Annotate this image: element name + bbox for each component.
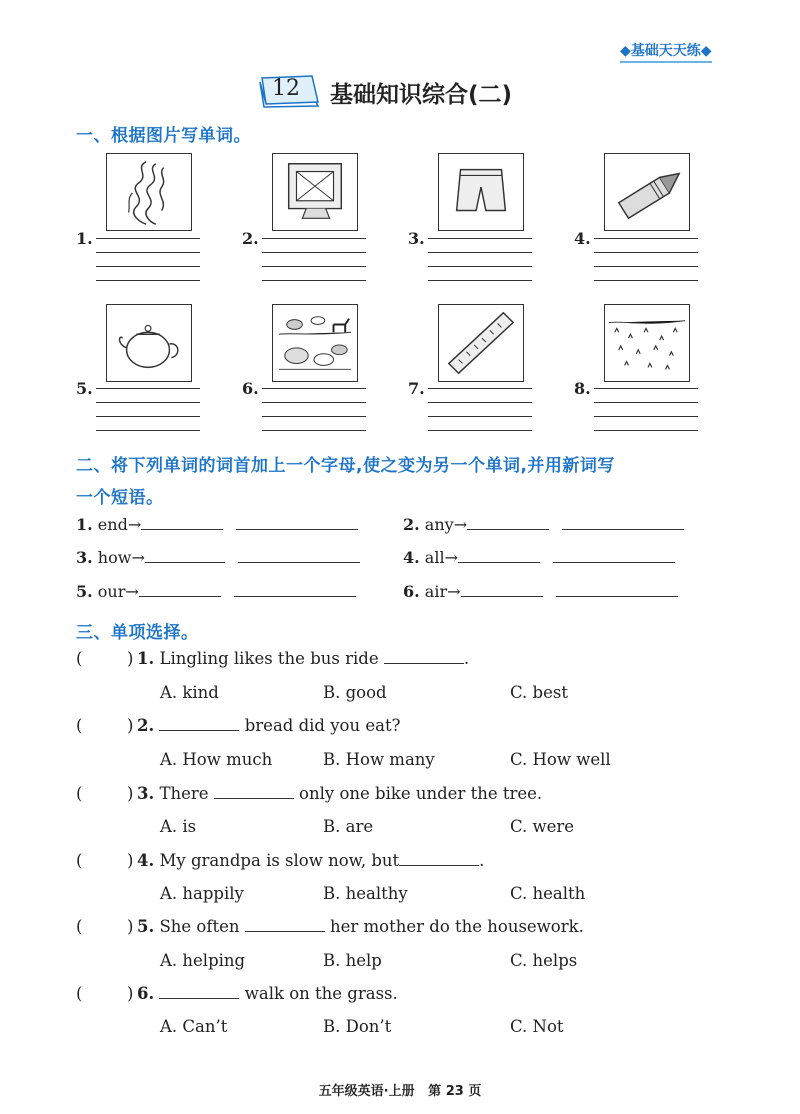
option-c[interactable]: C. were	[510, 817, 575, 836]
source-word: air	[424, 582, 448, 601]
question-1	[137, 649, 469, 668]
item-number: 6.	[242, 379, 259, 398]
word-exercise-1	[76, 515, 358, 534]
option-c[interactable]: C. best	[510, 683, 568, 702]
page-title: 基础知识综合(二)	[330, 82, 513, 108]
option-b[interactable]: B. How many	[323, 750, 435, 769]
question-3	[137, 784, 542, 803]
option-a[interactable]: A. happily	[160, 884, 244, 903]
new-word-blank[interactable]	[458, 548, 540, 563]
word-exercise-4	[403, 548, 675, 567]
word-exercise-5	[76, 582, 356, 601]
shorts-icon	[439, 154, 523, 230]
question-text-before: There	[159, 784, 209, 803]
option-b[interactable]: B. are	[323, 817, 374, 836]
source-word: all	[424, 548, 445, 567]
monitor-icon	[273, 154, 357, 230]
arrow-icon: →	[125, 582, 139, 601]
crayon-icon	[605, 154, 689, 230]
answer-blank[interactable]	[384, 649, 464, 664]
answer-blank[interactable]	[159, 984, 239, 999]
question-text-before: Lingling likes the bus ride	[159, 649, 379, 668]
question-number: 3.	[137, 784, 155, 803]
section2-heading-line2: 一个短语。	[76, 488, 164, 508]
question-text-after: bread did you eat?	[244, 716, 401, 735]
item-number: 1.	[76, 229, 93, 248]
item-number: 7.	[408, 379, 425, 398]
writing-lines-5[interactable]	[96, 388, 200, 431]
ruler-icon	[439, 305, 523, 381]
option-b[interactable]: B. good	[323, 683, 387, 702]
source-word: how	[97, 548, 132, 567]
question-number: 2.	[137, 716, 155, 735]
section3-heading: 三、单项选择。	[76, 623, 199, 643]
question-number: 1.	[137, 649, 155, 668]
question-number: 4.	[137, 851, 155, 870]
answer-paren[interactable]: (	[76, 851, 83, 870]
word-exercise-2	[403, 515, 684, 534]
page-footer: 五年级英语·上册 第 23 页	[318, 1084, 482, 1099]
phrase-blank[interactable]	[562, 515, 684, 530]
option-b[interactable]: B. help	[323, 951, 382, 970]
phrase-blank[interactable]	[234, 582, 356, 597]
question-text-after: walk on the grass.	[244, 984, 398, 1003]
answer-blank[interactable]	[245, 917, 325, 932]
question-text-after: .	[479, 851, 485, 870]
section1-heading: 一、根据图片写单词。	[76, 126, 251, 146]
option-a[interactable]: A. How much	[160, 750, 273, 769]
word-exercise-6	[403, 582, 678, 601]
unit-number: 12	[272, 76, 300, 101]
question-number: 5.	[137, 917, 155, 936]
option-b[interactable]: B. Don’t	[323, 1017, 392, 1036]
writing-lines-1[interactable]	[96, 238, 200, 281]
answer-paren[interactable]: (	[76, 649, 83, 668]
answer-paren: )	[127, 784, 134, 803]
writing-lines-6[interactable]	[262, 388, 366, 431]
answer-paren: )	[127, 716, 134, 735]
hair-icon	[107, 154, 191, 230]
farm-animals-icon	[273, 305, 357, 381]
question-text-before: My grandpa is slow now, but	[159, 851, 400, 870]
writing-lines-3[interactable]	[428, 238, 532, 281]
phrase-blank[interactable]	[238, 548, 360, 563]
arrow-icon: →	[453, 515, 468, 534]
writing-lines-4[interactable]	[594, 238, 698, 281]
answer-paren[interactable]: (	[76, 784, 83, 803]
picture-2	[272, 153, 358, 231]
arrow-icon: →	[127, 515, 142, 534]
exercise-number: 5.	[76, 582, 93, 601]
grassland-icon	[605, 305, 689, 381]
answer-paren: )	[127, 649, 134, 668]
answer-paren: )	[127, 851, 134, 870]
item-number: 8.	[574, 379, 591, 398]
source-word: any	[424, 515, 454, 534]
picture-4	[604, 153, 690, 231]
series-tag: ◆基础天天练◆	[620, 40, 712, 63]
writing-lines-2[interactable]	[262, 238, 366, 281]
arrow-icon: →	[444, 548, 458, 567]
writing-lines-8[interactable]	[594, 388, 698, 431]
question-4	[137, 851, 484, 870]
answer-paren: )	[127, 984, 134, 1003]
exercise-number: 3.	[76, 548, 93, 567]
arrow-icon: →	[447, 582, 461, 601]
answer-blank[interactable]	[399, 851, 479, 866]
writing-lines-7[interactable]	[428, 388, 532, 431]
exercise-number: 6.	[403, 582, 420, 601]
teapot-icon	[107, 305, 191, 381]
question-number: 6.	[137, 984, 155, 1003]
phrase-blank[interactable]	[556, 582, 678, 597]
option-a[interactable]: A. is	[160, 817, 197, 836]
new-word-blank[interactable]	[461, 582, 543, 597]
new-word-blank[interactable]	[467, 515, 549, 530]
picture-7	[438, 304, 524, 382]
question-text-after: only one bike under the tree.	[299, 784, 543, 803]
phrase-blank[interactable]	[553, 548, 675, 563]
answer-paren[interactable]: (	[76, 917, 83, 936]
option-a[interactable]: A. helping	[160, 951, 246, 970]
picture-6	[272, 304, 358, 382]
option-b[interactable]: B. healthy	[323, 884, 408, 903]
item-number: 3.	[408, 229, 425, 248]
picture-1	[106, 153, 192, 231]
picture-5	[106, 304, 192, 382]
option-a[interactable]: A. Can’t	[160, 1017, 228, 1036]
new-word-blank[interactable]	[141, 515, 223, 530]
section2-heading-line1: 二、将下列单词的词首加上一个字母,使之变为另一个单词,并用新词写	[76, 456, 615, 476]
option-c[interactable]: C. helps	[510, 951, 578, 970]
question-text-before: She often	[159, 917, 240, 936]
answer-blank[interactable]	[214, 784, 294, 799]
source-word: end	[97, 515, 128, 534]
answer-paren[interactable]: (	[76, 716, 83, 735]
question-5	[137, 917, 584, 936]
new-word-blank[interactable]	[145, 548, 225, 563]
item-number: 5.	[76, 379, 93, 398]
answer-paren: )	[127, 917, 134, 936]
question-2	[137, 716, 400, 735]
question-6	[137, 984, 398, 1003]
answer-blank[interactable]	[159, 716, 239, 731]
option-a[interactable]: A. kind	[160, 683, 219, 702]
picture-8	[604, 304, 690, 382]
exercise-number: 1.	[76, 515, 93, 534]
option-c[interactable]: C. How well	[510, 750, 611, 769]
option-c[interactable]: C. Not	[510, 1017, 564, 1036]
answer-paren[interactable]: (	[76, 984, 83, 1003]
picture-3	[438, 153, 524, 231]
item-number: 4.	[574, 229, 591, 248]
question-text-after: her mother do the housework.	[330, 917, 584, 936]
arrow-icon: →	[131, 548, 145, 567]
exercise-number: 4.	[403, 548, 420, 567]
item-number: 2.	[242, 229, 259, 248]
exercise-number: 2.	[403, 515, 420, 534]
source-word: our	[97, 582, 126, 601]
new-word-blank[interactable]	[139, 582, 221, 597]
word-exercise-3	[76, 548, 360, 567]
option-c[interactable]: C. health	[510, 884, 586, 903]
question-text-after: .	[463, 649, 470, 668]
phrase-blank[interactable]	[236, 515, 358, 530]
